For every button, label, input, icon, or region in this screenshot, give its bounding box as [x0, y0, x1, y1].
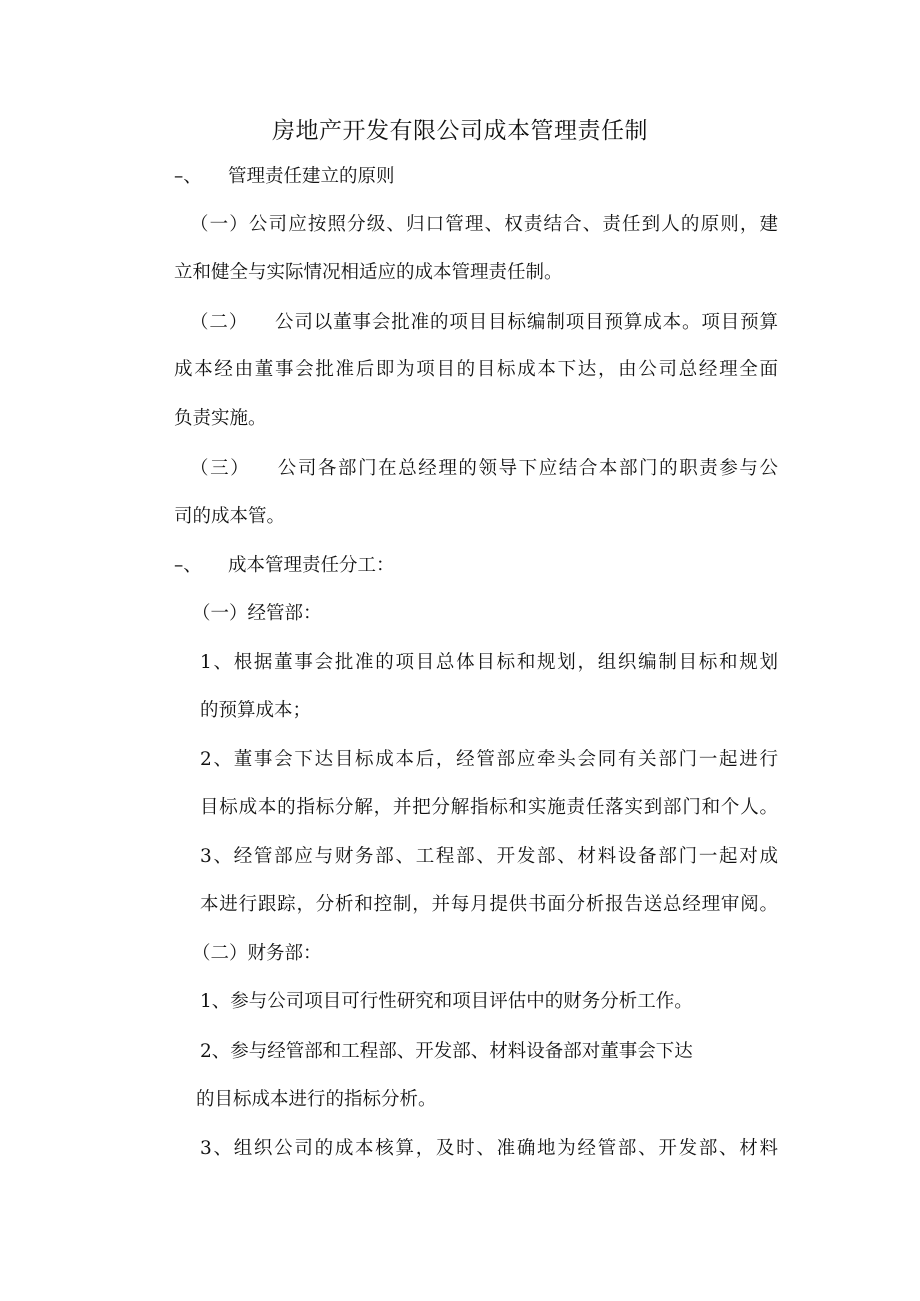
list-item-5-line-1: 2、参与经管部和工程部、开发部、材料设备部对董事会下达	[200, 1041, 693, 1062]
paragraph-label: （三）	[190, 458, 251, 479]
paragraph-2-line-2: 成本经由董事会批准后即为项目的目标成本下达，由公司总经理全面	[174, 359, 778, 380]
paragraph-label: （一）	[190, 214, 249, 235]
section-heading-2	[174, 553, 395, 579]
section-mark: –、	[174, 555, 202, 576]
list-item-1-line-2: 的预算成本；	[200, 700, 312, 721]
paragraph-label: （二）	[190, 312, 249, 333]
list-item-1-line-1: 1、根据董事会批准的项目总体目标和规划，组织编制目标和规划	[200, 652, 778, 673]
list-item-2-line-1: 2、董事会下达目标成本后，经管部应牵头会同有关部门一起进行	[200, 749, 778, 770]
list-item-6-line-1: 3、组织公司的成本核算，及时、准确地为经管部、开发部、材料	[200, 1138, 778, 1159]
section-mark: –、	[174, 166, 202, 187]
subsection-heading-1: （一）经管部：	[192, 603, 322, 624]
list-item-2-line-2: 目标成本的指标分解，并把分解指标和实施责任落实到部门和个人。	[200, 797, 778, 818]
list-item-3-line-2: 本进行跟踪，分析和控制，并每月提供书面分析报告送总经理审阅。	[200, 894, 778, 915]
list-item-4-line-1: 1、参与公司项目可行性研究和项目评估中的财务分析工作。	[200, 991, 693, 1012]
paragraph-1-line-1: （一）公司应按照分级、归口管理、权责结合、责任到人的原则，建	[190, 214, 778, 235]
section-heading-text: 成本管理责任分工：	[228, 555, 395, 576]
list-item-5-line-2: 的目标成本进行的指标分析。	[196, 1089, 437, 1110]
subsection-heading-2: （二）财务部：	[192, 943, 322, 964]
paragraph-2-line-1: （二） 公司以董事会批准的项目目标编制项目预算成本。项目预算	[190, 312, 778, 333]
paragraph-1-line-2: 立和健全与实际情况相适应的成本管理责任制。	[174, 262, 563, 283]
section-heading-1	[174, 164, 395, 190]
paragraph-3-line-1: （三） 公司各部门在总经理的领导下应结合本部门的职责参与公	[190, 458, 778, 479]
paragraph-2-line-3: 负责实施。	[174, 408, 267, 429]
list-item-3-line-1: 3、经管部应与财务部、工程部、开发部、材料设备部门一起对成	[200, 846, 778, 867]
paragraph-3-line-2: 司的成本管。	[174, 506, 286, 527]
section-heading-text: 管理责任建立的原则	[228, 166, 395, 187]
document-title: 房地产开发有限公司成本管理责任制	[272, 118, 648, 144]
